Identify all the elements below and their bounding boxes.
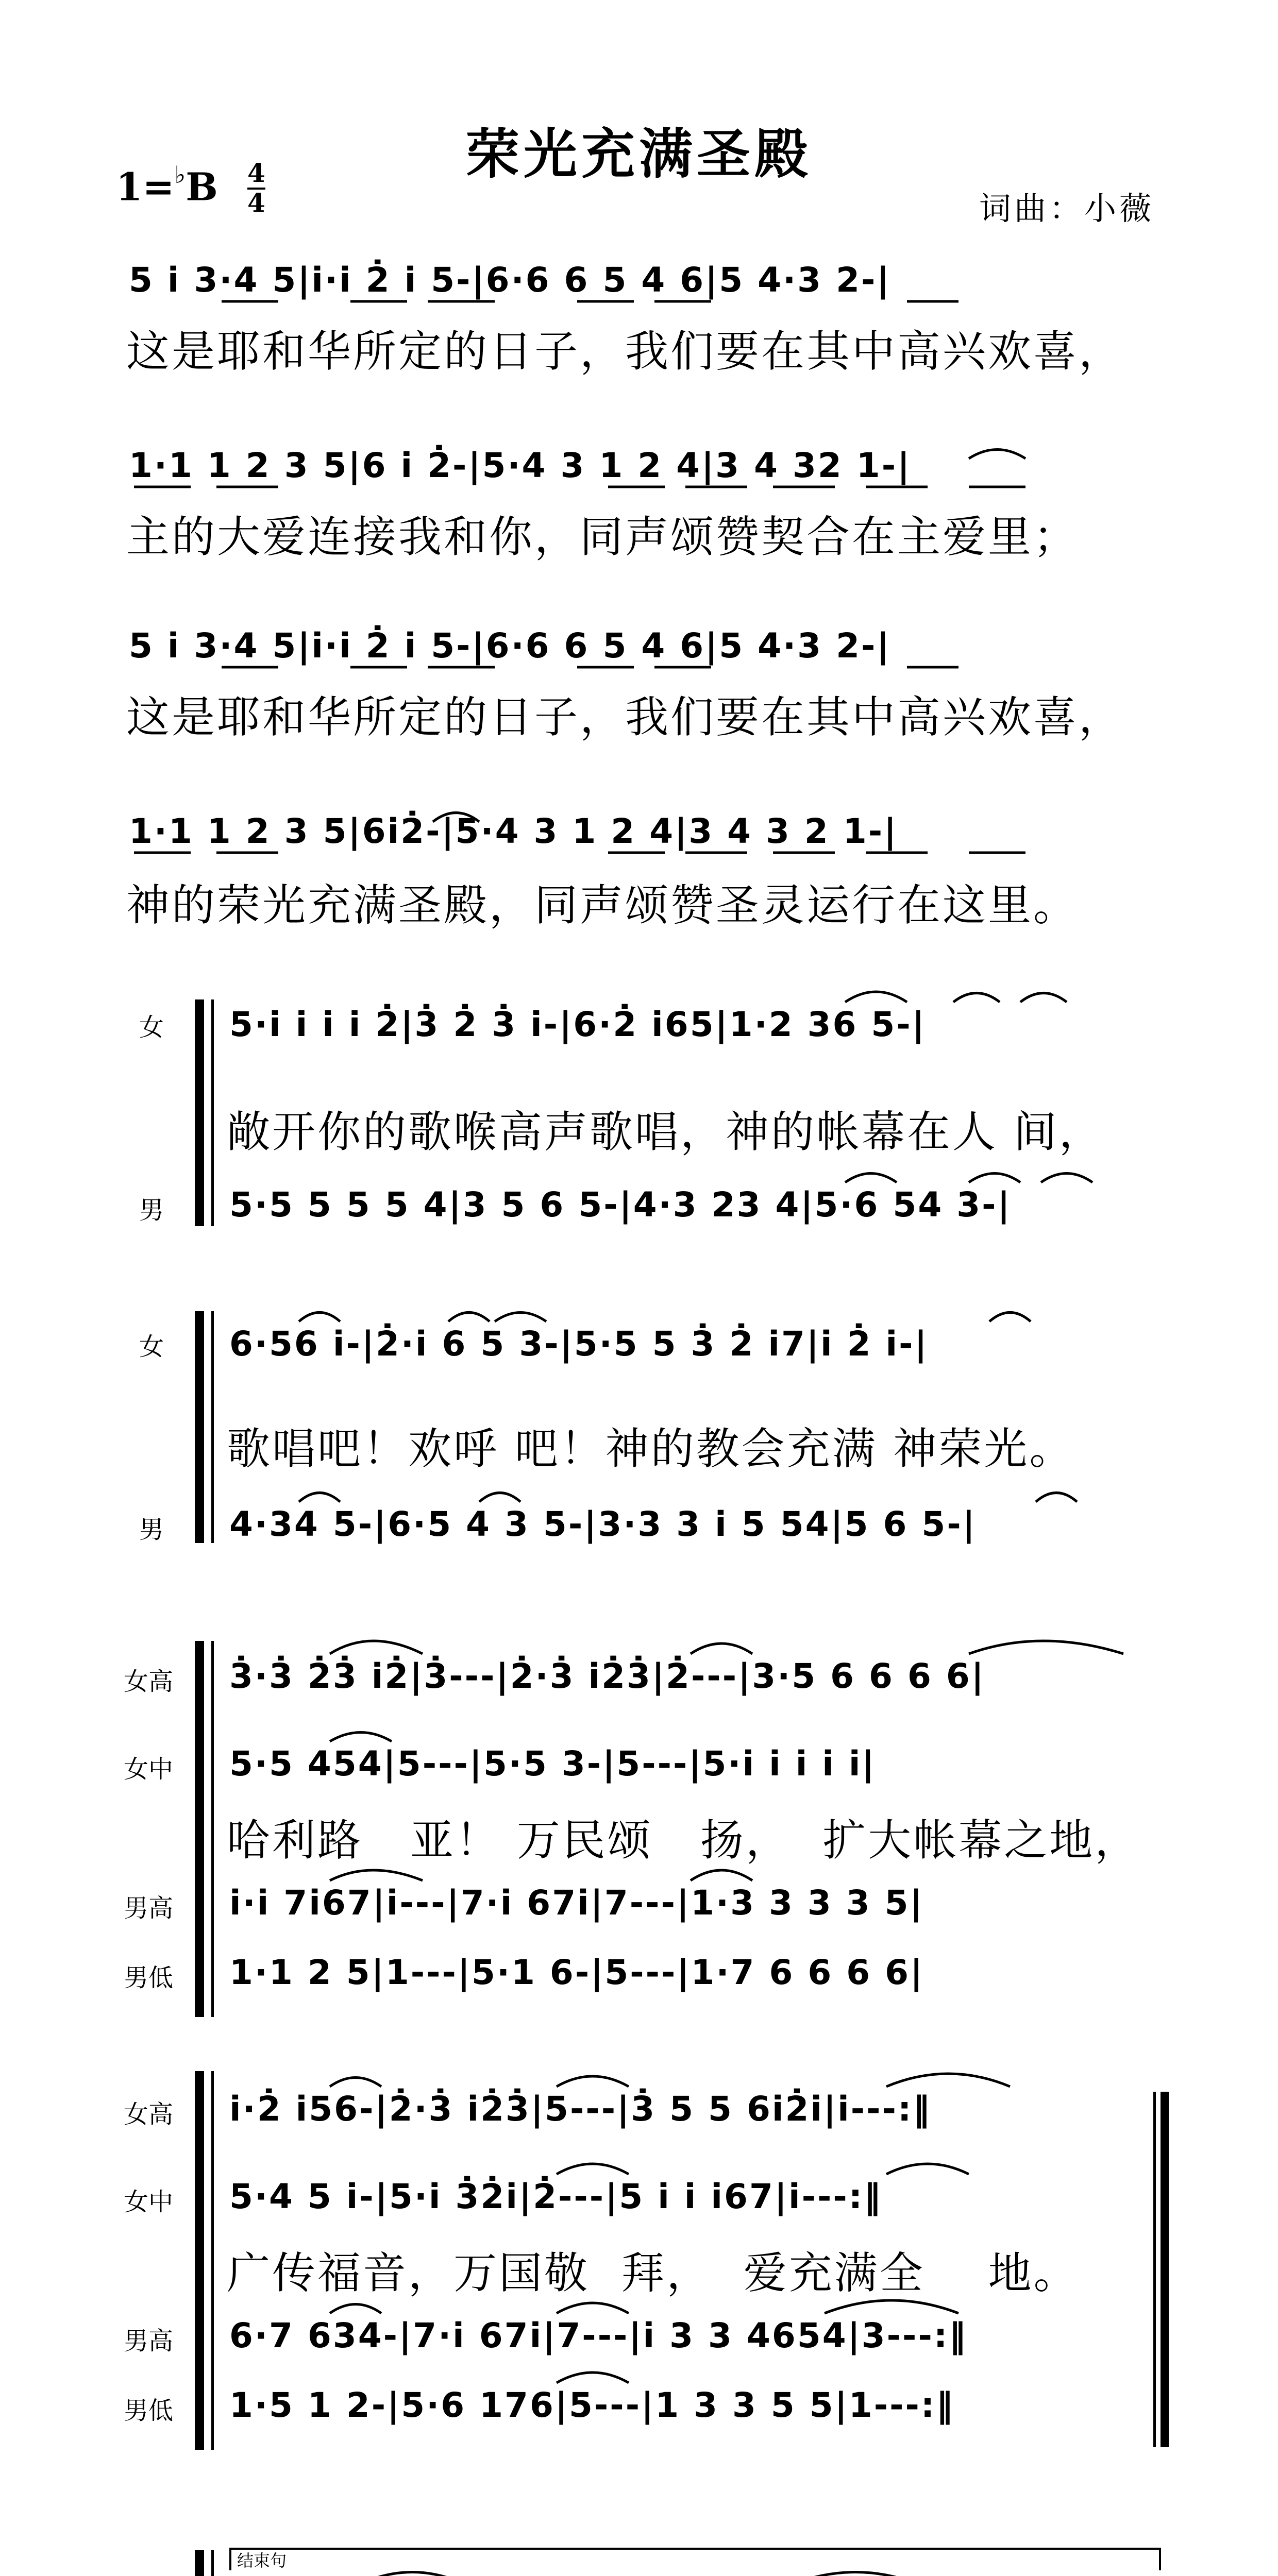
- chorus-1-tenor: i̇·i̇ 7i̇67|i̇---|7·i̇ 67i̇|7---|1·3 3 3 3 5|: [229, 1883, 924, 1923]
- part-label-female: 女: [139, 1332, 164, 1361]
- thin-barline: [1153, 2092, 1156, 2447]
- chorus-2-lyrics: 广传福音，万国敬 拜， 爱充满全 地。: [227, 2248, 1079, 2298]
- ending-label: 结束句: [237, 2551, 287, 2570]
- part-label-male: 男: [139, 1196, 164, 1225]
- duet-1-female-notes: 5·i̇ i̇ i̇ i̇ 2̇|3̇ 2̇ 3̇ i̇-|6·2̇ i̇65|1·2 36 5-|: [229, 1005, 926, 1044]
- chorus-2-tenor: 6·7 634-|7·i̇ 67i̇|7---|i̇ 3 3 4654|3---:‖: [229, 2316, 968, 2355]
- verse-1-notes: 5 i̇ 3·4 5|i̇·i̇ 2̇ i̇ 5-|6·6 6 5 4 6|5 4·3 2-|: [129, 260, 891, 300]
- duet-2-female-notes: 6·56 i̇-|2̇·i̇ 6 5 3-|5·5 5 3̇ 2̇ i̇7|i̇ 2̇ i̇-|: [229, 1324, 929, 1364]
- verse-2-lyrics: 主的大爱连接我和你，同声颂赞契合在主爱里；: [126, 512, 1079, 562]
- verse-2-notes: 1·1 1 2 3 5|6 i̇ 2̇-|5·4 3 1 2 4|3 4 32 1-|: [129, 446, 912, 485]
- chorus-2-bass: 1·5 1 2-|5·6 176|5---|1 3 3 5 5|1---:‖: [229, 2385, 955, 2425]
- final-barline: [1161, 2092, 1169, 2447]
- verse-3-notes: 5 i̇ 3·4 5|i̇·i̇ 2̇ i̇ 5-|6·6 6 5 4 6|5 4·3 2-|: [129, 626, 891, 666]
- chorus-1-soprano: 3̇·3̇ 2̇3̇ i̇2̇|3̇---|2̇·3̇ i̇2̇3̇|2̇---|3·5 6 6 6 6|: [229, 1656, 985, 1696]
- key-prefix: 1=: [116, 165, 175, 210]
- duet-1-male-notes: 5·5 5 5 5 4|3 5 6 5-|4·3 23 4|5·6 54 3-|: [229, 1185, 1012, 1225]
- part-label-alto: 女中: [124, 2188, 174, 2216]
- song-title: 荣光充满圣殿: [465, 122, 812, 185]
- chorus-1-alto: 5·5 454|5---|5·5 3-|5---|5·i̇ i̇ i̇ i̇ i̇|: [229, 1744, 876, 1784]
- verse-4-notes: 1·1 1 2 3 5|6i̇2̇-|5·4 3 1 2 4|3 4 3 2 1-|: [129, 811, 898, 851]
- duet-1-lyrics: 敞开你的歌喉高声歌唱，神的帐幕在人 间，: [227, 1107, 1104, 1157]
- part-label-tenor: 男高: [124, 2327, 174, 2355]
- flat-sign: ♭: [174, 161, 186, 189]
- duet-2-lyrics: 歌唱吧！欢呼 吧！神的教会充满 神荣光。: [227, 1423, 1075, 1474]
- time-denominator: 4: [247, 188, 265, 218]
- duet-2-male-notes: 4·34 5-|6·5 4 3 5-|3·3 3 i̇ 5 54|5 6 5-|: [229, 1504, 977, 1544]
- part-label-bass: 男低: [124, 2396, 174, 2425]
- time-numerator: 4: [247, 160, 265, 190]
- part-label-soprano: 女高: [124, 1667, 174, 1696]
- chorus-1-bass: 1·1 2 5|1---|5·1 6-|5---|1·7 6 6 6 6|: [229, 1953, 924, 1992]
- chorus-2-alto: 5·4 5 i̇-|5·i̇ 3̇2̇i̇|2̇---|5 i̇ i̇ i̇67|i̇---:‖: [229, 2177, 883, 2216]
- part-label-soprano: 女高: [124, 2100, 174, 2129]
- chorus-1-lyrics: 哈利路 亚！ 万民颂 扬， 扩大帐幕之地，: [227, 1815, 1140, 1866]
- part-label-male: 男: [139, 1515, 164, 1544]
- credits: 词曲：小薇: [979, 190, 1155, 227]
- verse-3-lyrics: 这是耶和华所定的日子，我们要在其中高兴欢喜，: [126, 692, 1124, 742]
- verse-4-lyrics: 神的荣光充满圣殿，同声颂赞圣灵运行在这里。: [126, 880, 1079, 930]
- chorus-2-soprano: i̇·2̇ i̇56-|2̇·3̇ i̇2̇3̇|5---|3̇ 5 5 6i̇2̇i̇|i̇---:‖: [229, 2089, 932, 2129]
- part-label-tenor: 男高: [124, 1894, 174, 1923]
- part-label-female: 女: [139, 1013, 164, 1042]
- part-label-alto: 女中: [124, 1755, 174, 1784]
- key-note: B: [186, 165, 218, 210]
- verse-1-lyrics: 这是耶和华所定的日子，我们要在其中高兴欢喜，: [126, 326, 1124, 377]
- part-label-bass: 男低: [124, 1963, 174, 1992]
